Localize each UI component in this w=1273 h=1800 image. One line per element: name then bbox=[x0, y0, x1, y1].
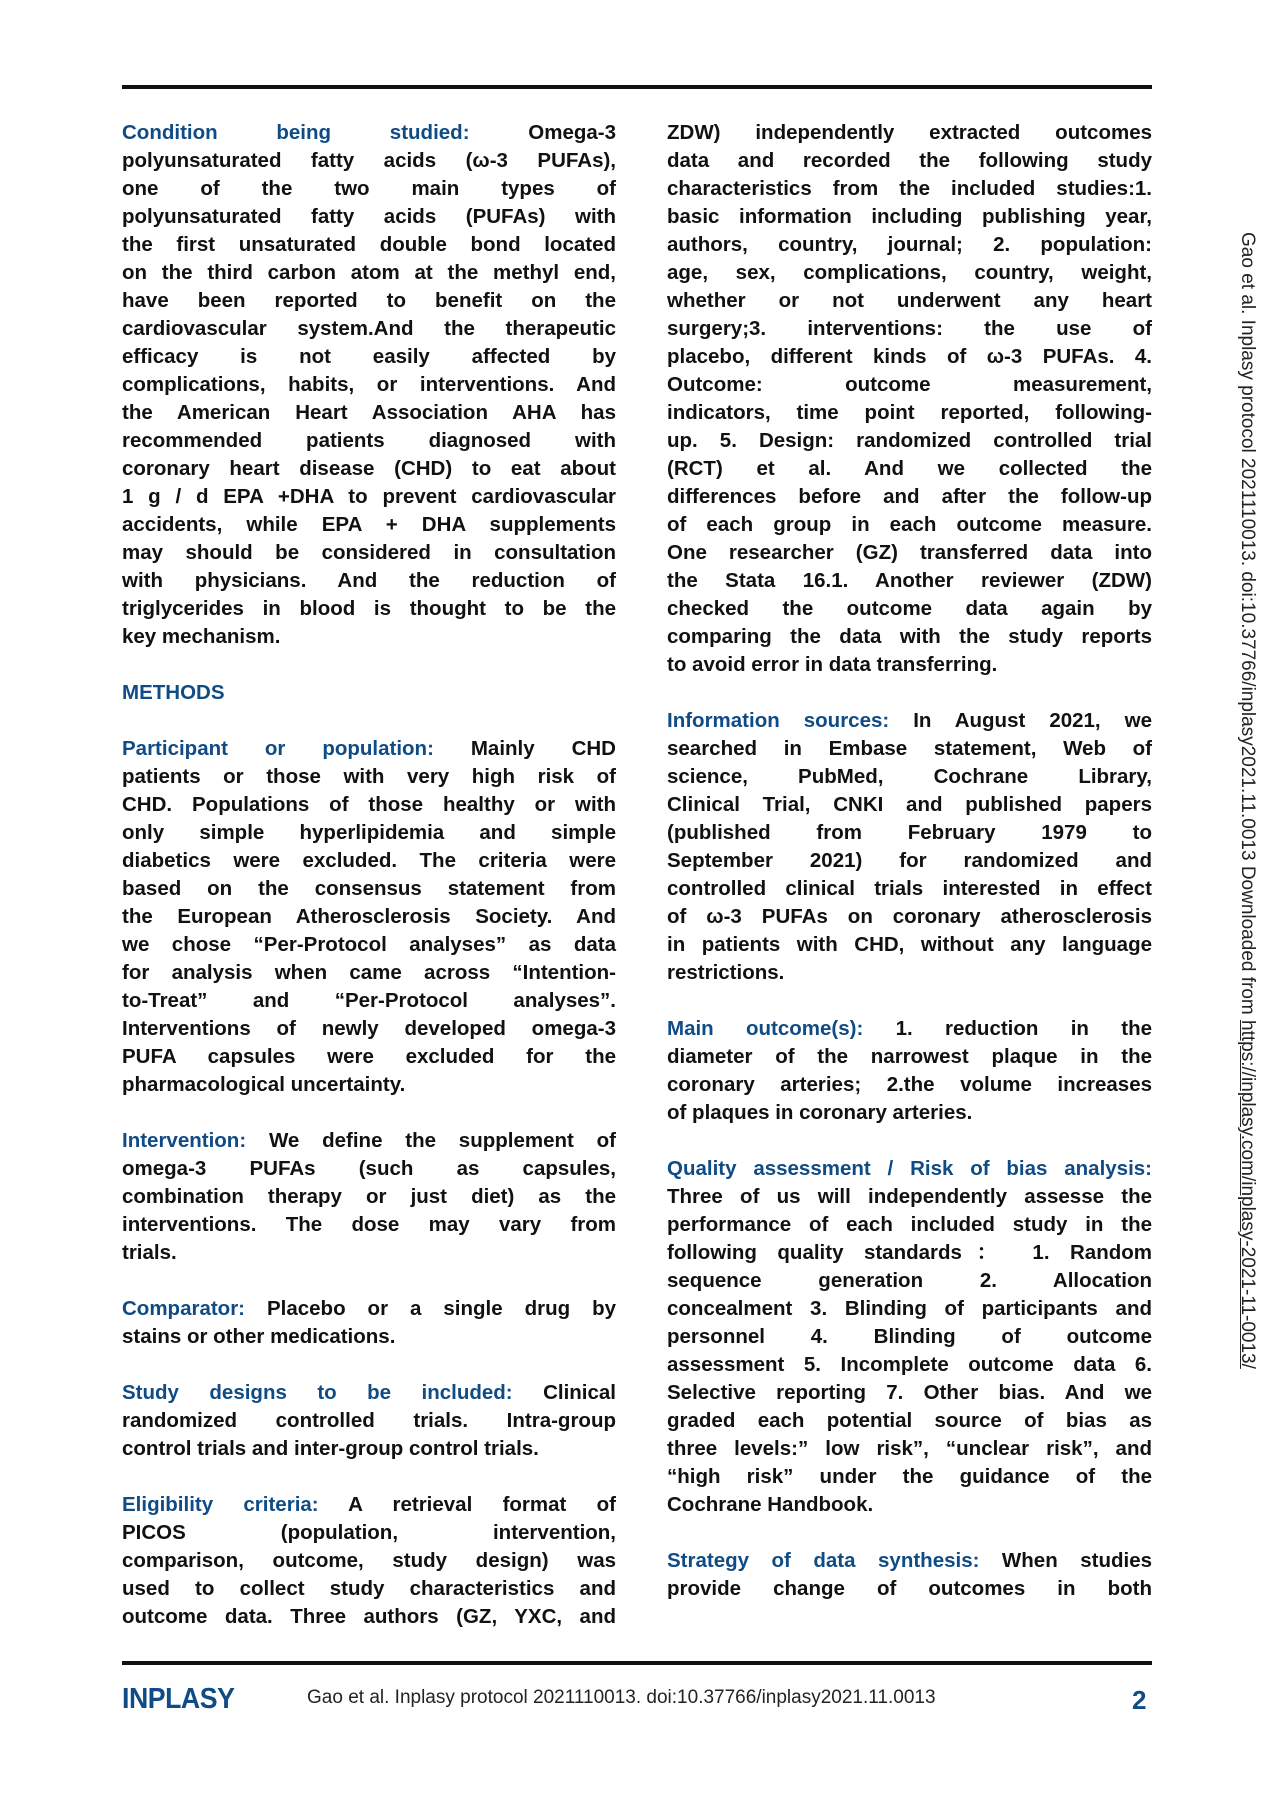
text-line: sequence generation 2. Allocation bbox=[667, 1269, 1152, 1292]
text-line: coronary arteries; 2.the volume increases bbox=[667, 1073, 1152, 1096]
text-line: of ω-3 PUFAs on coronary atherosclerosis bbox=[667, 905, 1152, 928]
text-line: searched in Embase statement, Web of bbox=[667, 737, 1152, 760]
download-link[interactable]: https://inplasy.com/inplasy-2021-11-0013/ bbox=[1237, 1020, 1258, 1369]
text-line: controlled clinical trials interested in effect bbox=[667, 877, 1152, 900]
text-line: the European Atherosclerosis Society. And bbox=[122, 905, 616, 928]
condition-section: Condition being studied: Omega-3 polyunsaturated fatty acids (ω-3 PUFAs), one of the two main types of polyunsaturated fatty acids (PUFAs) with the first unsaturated double bond located on the third carbon atom at the methyl end, have been reported to benefit on the cardiovascular system.And the therapeutic efficacy is not easily affected by complications, habits, or interventions. And the American Heart Association AHA has recommended patients diagnosed with coronary heart disease (CHD) to eat about 1 g / d EPA +DHA to prevent cardiovascular accidents, while EPA + DHA supplements may should be considered in consultation with physicians. And the reduction of triglycerides in blood is thought to be the key mechanism. bbox=[122, 119, 616, 651]
text-line: of each group in each outcome measure. bbox=[667, 513, 1152, 536]
participant-section: Participant or population: Mainly CHD patients or those with very high risk of CHD. Populations of those healthy or with only simple hyperlipidemia and simple diabetics were excluded. The criteria were based on the consensus statement from the European Atherosclerosis Society. And we chose “Per-Protocol analyses” as data for analysis when came across “Intention- to-Treat” and “Per-Protocol analyses”. Interventions of newly developed omega-3 PUFA capsules were excluded for the pharmacological uncertainty. bbox=[122, 735, 616, 1099]
text-line: placebo, different kinds of ω-3 PUFAs. 4. bbox=[667, 345, 1152, 368]
text-line: (RCT) et al. And we collected the bbox=[667, 457, 1152, 480]
text-line: stains or other medications. bbox=[122, 1325, 396, 1348]
text-line: patients or those with very high risk of bbox=[122, 765, 616, 788]
text-line: whether or not underwent any heart bbox=[667, 289, 1152, 312]
text-line: triglycerides in blood is thought to be the bbox=[122, 597, 616, 620]
text-line: combination therapy or just diet) as the bbox=[122, 1185, 616, 1208]
synthesis-heading: Strategy of data synthesis: bbox=[667, 1549, 980, 1572]
text-line: omega-3 PUFAs (such as capsules, bbox=[122, 1157, 616, 1180]
text-line: outcome data. Three authors (GZ, YXC, and bbox=[122, 1605, 616, 1628]
text-line: restrictions. bbox=[667, 961, 785, 984]
main-outcomes-section: Main outcome(s): 1. reduction in the diameter of the narrowest plaque in the coronary arteries; 2.the volume increases of plaques in coronary arteries. bbox=[667, 1015, 1152, 1127]
text-line: ZDW) independently extracted outcomes bbox=[667, 121, 1152, 144]
methods-title: METHODS bbox=[122, 681, 225, 704]
text-line: September 2021) for randomized and bbox=[667, 849, 1152, 872]
comparator-section: Comparator: Placebo or a single drug by stains or other medications. bbox=[122, 1295, 616, 1351]
text-line: 1 g / d EPA +DHA to prevent cardiovascular bbox=[122, 485, 616, 508]
text-line: PICOS (population, intervention, bbox=[122, 1521, 616, 1544]
text-line: have been reported to benefit on the bbox=[122, 289, 616, 312]
text-line: pharmacological uncertainty. bbox=[122, 1073, 406, 1096]
text-line: cardiovascular system.And the therapeutic bbox=[122, 317, 616, 340]
text-line: basic information including publishing year, bbox=[667, 205, 1152, 228]
text-line: Three of us will independently assesse the bbox=[667, 1185, 1152, 1208]
information-sources-heading: Information sources: bbox=[667, 709, 890, 732]
text-line: (published from February 1979 to bbox=[667, 821, 1152, 844]
extraction-continuation bbox=[667, 119, 1152, 679]
comparator-heading: Comparator: bbox=[122, 1297, 246, 1320]
text-line: on the third carbon atom at the methyl end, bbox=[122, 261, 616, 284]
bottom-rule bbox=[122, 1661, 1152, 1665]
intervention-section: Intervention: We define the supplement of omega-3 PUFAs (such as capsules, combination therapy or just diet) as the interventions. The dose may vary from trials. bbox=[122, 1127, 616, 1267]
text-line: the Stata 16.1. Another reviewer (ZDW) bbox=[667, 569, 1152, 592]
text-line: science, PubMed, Cochrane Library, bbox=[667, 765, 1152, 788]
text-line: we chose “Per-Protocol analyses” as data bbox=[122, 933, 616, 956]
text-line: may should be considered in consultation bbox=[122, 541, 616, 564]
text-line: the first unsaturated double bond located bbox=[122, 233, 616, 256]
text-line: with physicians. And the reduction of bbox=[122, 569, 616, 592]
text-line: the American Heart Association AHA has bbox=[122, 401, 616, 424]
text-line: used to collect study characteristics and bbox=[122, 1577, 616, 1600]
text-line: data and recorded the following study bbox=[667, 149, 1152, 172]
text-line: Selective reporting 7. Other bias. And we bbox=[667, 1381, 1152, 1404]
text-line: to-Treat” and “Per-Protocol analyses”. bbox=[122, 989, 616, 1012]
text-line: age, sex, complications, country, weight, bbox=[667, 261, 1152, 284]
text-line: trials. bbox=[122, 1241, 177, 1264]
text-line: interventions. The dose may vary from bbox=[122, 1213, 616, 1236]
left-column bbox=[122, 119, 616, 1659]
synthesis-section: Strategy of data synthesis: When studies provide change of outcomes in both bbox=[667, 1547, 1152, 1603]
text-line: differences before and after the follow-up bbox=[667, 485, 1152, 508]
text-line: coronary heart disease (CHD) to eat about bbox=[122, 457, 616, 480]
text-line: control trials and inter-group control trials. bbox=[122, 1437, 539, 1460]
text-line: polyunsaturated fatty acids (ω-3 PUFAs), bbox=[122, 149, 616, 172]
study-designs-heading: Study designs to be included: bbox=[122, 1381, 513, 1404]
text-line: efficacy is not easily affected by bbox=[122, 345, 616, 368]
text-line: recommended patients diagnosed with bbox=[122, 429, 616, 452]
text-line: authors, country, journal; 2. population: bbox=[667, 233, 1152, 256]
text-line: comparing the data with the study reports bbox=[667, 625, 1152, 648]
text-line: key mechanism. bbox=[122, 625, 281, 648]
text-line: Cochrane Handbook. bbox=[667, 1493, 874, 1516]
inplasy-logo: INPLASY bbox=[122, 1683, 235, 1715]
text-line: concealment 3. Blinding of participants and bbox=[667, 1297, 1152, 1320]
text-line: up. 5. Design: randomized controlled trial bbox=[667, 429, 1152, 452]
text-line: comparison, outcome, study design) was bbox=[122, 1549, 616, 1572]
text-line: diameter of the narrowest plaque in the bbox=[667, 1045, 1152, 1068]
text-line: for analysis when came across “Intention- bbox=[122, 961, 616, 984]
main-outcomes-heading: Main outcome(s): bbox=[667, 1017, 864, 1040]
text-line: provide change of outcomes in both bbox=[667, 1577, 1152, 1600]
text-line: of plaques in coronary arteries. bbox=[667, 1101, 973, 1124]
text-line: indicators, time point reported, following- bbox=[667, 401, 1152, 424]
text-line: personnel 4. Blinding of outcome bbox=[667, 1325, 1152, 1348]
text-line: in patients with CHD, without any language bbox=[667, 933, 1152, 956]
study-designs-section: Study designs to be included: Clinical randomized controlled trials. Intra-group control trials and inter-group control trials. bbox=[122, 1379, 616, 1463]
text-line: assessment 5. Incomplete outcome data 6. bbox=[667, 1353, 1152, 1376]
text-line: characteristics from the included studies:1. bbox=[667, 177, 1152, 200]
text-line: one of the two main types of bbox=[122, 177, 616, 200]
quality-assessment-section bbox=[667, 1155, 1152, 1519]
top-rule bbox=[122, 85, 1152, 89]
quality-assessment-heading: Quality assessment / Risk of bias analysis: bbox=[667, 1157, 1152, 1180]
text-line: PUFA capsules were excluded for the bbox=[122, 1045, 616, 1068]
side-note-text: Gao et al. Inplasy protocol 2021110013. doi:10.37766/inplasy2021.11.0013 Downloaded from bbox=[1237, 232, 1258, 1021]
text-line: randomized controlled trials. Intra-group bbox=[122, 1409, 616, 1432]
text-line: performance of each included study in the bbox=[667, 1213, 1152, 1236]
participant-heading: Participant or population: bbox=[122, 737, 434, 760]
text-line: checked the outcome data again by bbox=[667, 597, 1152, 620]
text-line: following quality standards： 1. Random bbox=[667, 1241, 1152, 1264]
text-line: to avoid error in data transferring. bbox=[667, 653, 998, 676]
text-line: One researcher (GZ) transferred data into bbox=[667, 541, 1152, 564]
text-line: graded each potential source of bias as bbox=[667, 1409, 1152, 1432]
text-line: polyunsaturated fatty acids (PUFAs) with bbox=[122, 205, 616, 228]
text-line: “high risk” under the guidance of the bbox=[667, 1465, 1152, 1488]
eligibility-section: Eligibility criteria: A retrieval format of PICOS (population, intervention, comparison, outcome, study design) was used to collect study characteristics and outcome data. Three authors (GZ, YXC, and bbox=[122, 1491, 616, 1631]
text-line: Outcome: outcome measurement, bbox=[667, 373, 1152, 396]
text-line: based on the consensus statement from bbox=[122, 877, 616, 900]
text-line: three levels:” low risk”, “unclear risk”, and bbox=[667, 1437, 1152, 1460]
text-line: complications, habits, or interventions. And bbox=[122, 373, 616, 396]
side-download-note bbox=[1230, 232, 1260, 1382]
text-line: Interventions of newly developed omega-3 bbox=[122, 1017, 616, 1040]
text-line: surgery;3. interventions: the use of bbox=[667, 317, 1152, 340]
text-line: CHD. Populations of those healthy or with bbox=[122, 793, 616, 816]
footer-citation: Gao et al. Inplasy protocol 2021110013. doi:10.37766/inplasy2021.11.0013 bbox=[307, 1687, 936, 1708]
page-number: 2 bbox=[1132, 1685, 1147, 1715]
information-sources-section: Information sources: In August 2021, we searched in Embase statement, Web of science, PubMed, Cochrane Library, Clinical Trial, CNKI and published papers (published from February 1979 to September 2021) for randomized and controlled clinical trials interested in effect of ω-3 PUFAs on coronary atherosclerosis in patients with CHD, without any language restrictions. bbox=[667, 707, 1152, 987]
condition-heading: Condition being studied: bbox=[122, 121, 470, 144]
text-line: Clinical Trial, CNKI and published papers bbox=[667, 793, 1152, 816]
intervention-heading: Intervention: bbox=[122, 1129, 247, 1152]
eligibility-heading: Eligibility criteria: bbox=[122, 1493, 319, 1516]
text-line: diabetics were excluded. The criteria were bbox=[122, 849, 616, 872]
text-line: accidents, while EPA + DHA supplements bbox=[122, 513, 616, 536]
right-column bbox=[667, 119, 1152, 1631]
text-line: only simple hyperlipidemia and simple bbox=[122, 821, 616, 844]
